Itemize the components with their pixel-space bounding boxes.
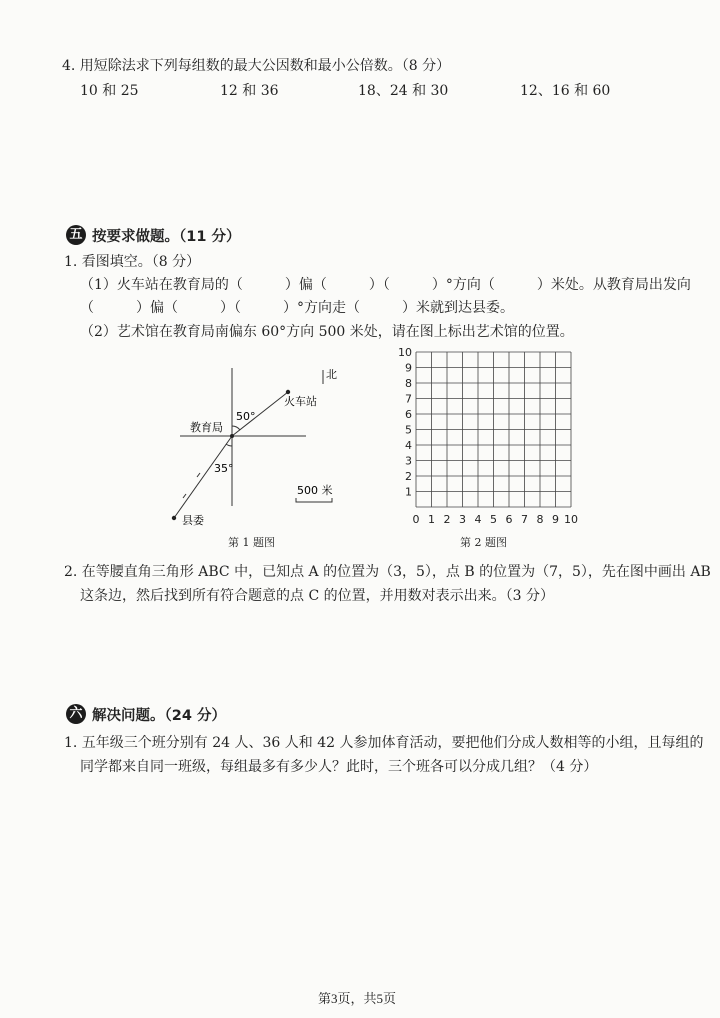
fig1-scale-bar bbox=[296, 498, 332, 502]
fig1-caption: 第 1 题图 bbox=[228, 536, 275, 549]
grid-x-tick-label: 6 bbox=[505, 513, 513, 526]
grid-x-tick-label: 9 bbox=[552, 513, 559, 526]
grid-y-tick-label: 1 bbox=[405, 485, 412, 499]
fig1-bureau-point bbox=[230, 434, 234, 438]
figure-1-direction-map bbox=[160, 360, 360, 540]
s5-q2-line1: 2. 在等腰直角三角形 ABC 中，已知点 A 的位置为（3，5），点 B 的位置为（7，5），先在图中画出 AB bbox=[64, 564, 711, 580]
fig1-county-label: 县委 bbox=[182, 514, 204, 527]
fig1-bureau-label: 教育局 bbox=[190, 421, 223, 434]
s5-q1-line1: （1）火车站在教育局的（ ）偏（ ）（ ）°方向（ ）米处。从教育局出发向 bbox=[80, 277, 691, 293]
grid-x-tick-label: 4 bbox=[474, 513, 482, 526]
fig1-station-label: 火车站 bbox=[284, 395, 317, 408]
figure-2-grid bbox=[396, 348, 586, 530]
fig1-tick-2 bbox=[183, 494, 186, 498]
grid-x-tick-label: 10 bbox=[564, 513, 578, 526]
grid-x-tick-label: 0 bbox=[412, 513, 420, 526]
fig1-scale-label: 500 米 bbox=[297, 484, 333, 497]
grid-y-tick-label: 5 bbox=[405, 423, 412, 437]
fig1-angle-arc-2 bbox=[226, 444, 232, 446]
grid-x-tick-label: 1 bbox=[428, 513, 435, 526]
grid-y-tick-label: 9 bbox=[405, 361, 412, 375]
grid-x-tick-label: 7 bbox=[521, 513, 528, 526]
fig1-north-label: 北 bbox=[326, 368, 337, 381]
q4-pair-3: 18、24 和 30 bbox=[358, 83, 449, 99]
fig1-angle-arc-1 bbox=[232, 426, 240, 430]
s6-q1-line1: 1. 五年级三个班分别有 24 人、36 人和 42 人参加体育活动，要把他们分成人数相等的小组，且每组的 bbox=[64, 735, 704, 751]
grid-y-tick-label: 2 bbox=[405, 470, 412, 483]
section6-badge: 六 bbox=[66, 704, 86, 724]
grid-x-tick-label: 2 bbox=[443, 513, 451, 526]
grid-x-tick-label: 3 bbox=[459, 513, 466, 526]
q4-title: 4. 用短除法求下列每组数的最大公因数和最小公倍数。（8 分） bbox=[62, 58, 451, 74]
fig2-caption: 第 2 题图 bbox=[460, 536, 507, 549]
q4-pair-4: 12、16 和 60 bbox=[520, 83, 611, 99]
grid-y-tick-label: 8 bbox=[405, 377, 412, 390]
s6-q1-line2: 同学都来自同一班级，每组最多有多少人？此时，三个班各可以分成几组？（4 分） bbox=[80, 759, 598, 775]
grid-x-labels bbox=[413, 513, 579, 526]
section6-title: 解决问题。（24 分） bbox=[92, 708, 226, 724]
fig1-angle-35: 35° bbox=[214, 462, 234, 475]
q4-pair-1: 10 和 25 bbox=[80, 83, 139, 99]
grid-y-labels bbox=[398, 348, 412, 499]
grid-y-tick-label: 6 bbox=[405, 408, 412, 421]
section5-title: 按要求做题。（11 分） bbox=[92, 229, 241, 245]
fig1-tick-1 bbox=[197, 473, 200, 477]
s5-q1-line2: （ ）偏（ ）（ ）°方向走（ ）米就到达县委。 bbox=[80, 300, 514, 316]
grid-y-tick-label: 10 bbox=[398, 348, 412, 359]
s5-q1-title: 1. 看图填空。（8 分） bbox=[64, 254, 201, 270]
fig1-angle-50: 50° bbox=[236, 410, 256, 423]
grid-y-tick-label: 3 bbox=[405, 454, 412, 468]
grid-lines bbox=[416, 352, 571, 507]
q4-pair-2: 12 和 36 bbox=[220, 83, 279, 99]
page-footer: 第3页，共5页 bbox=[318, 991, 397, 1006]
grid-y-tick-label: 4 bbox=[405, 439, 412, 452]
s5-q1-line3: （2）艺术馆在教育局南偏东 60°方向 500 米处，请在图上标出艺术馆的位置。 bbox=[80, 324, 574, 340]
grid-x-tick-label: 5 bbox=[490, 513, 497, 526]
section5-badge: 五 bbox=[66, 225, 86, 245]
grid-y-tick-label: 7 bbox=[405, 392, 412, 406]
fig1-county-point bbox=[172, 516, 176, 520]
s5-q2-line2: 这条边，然后找到所有符合题意的点 C 的位置，并用数对表示出来。（3 分） bbox=[80, 588, 554, 604]
fig1-station-point bbox=[286, 390, 290, 394]
fig1-county-line bbox=[174, 436, 232, 518]
grid-x-tick-label: 8 bbox=[536, 513, 544, 526]
